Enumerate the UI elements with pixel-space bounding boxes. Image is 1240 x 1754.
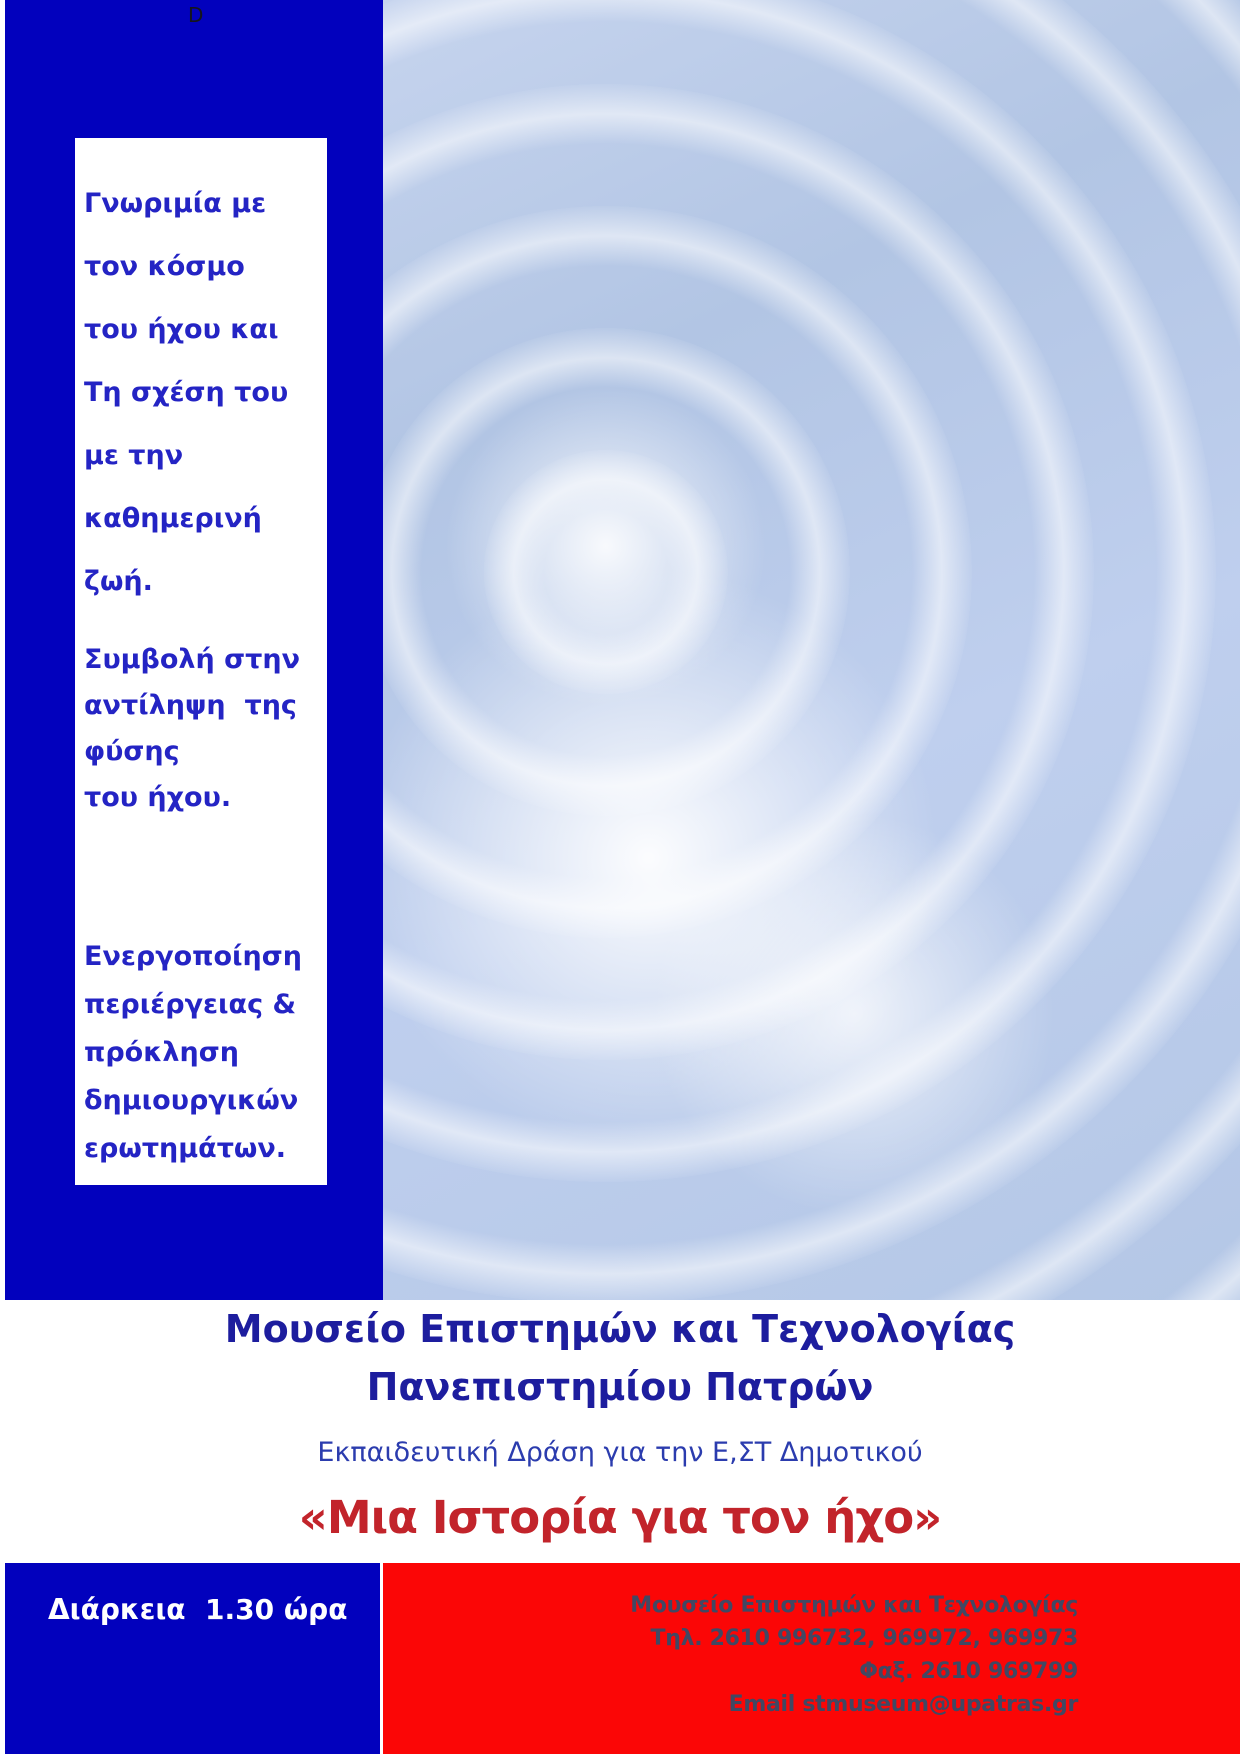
left-blue-panel xyxy=(5,0,383,1300)
water-ripple-image xyxy=(383,0,1240,1300)
objective-paragraph-3 xyxy=(84,933,321,1173)
objective-line: τον κόσμο xyxy=(84,251,245,282)
objective-line: ζωή. xyxy=(84,566,153,597)
objective-line: Γνωριμία με xyxy=(84,188,267,219)
event-title: «Μια Ιστορία για τον ήχο» xyxy=(298,1491,942,1544)
page-marker: D xyxy=(188,3,204,27)
contact-line: Email stmuseum@upatras.gr xyxy=(728,1692,1078,1717)
contact-line: Φαξ. 2610 969799 xyxy=(859,1659,1078,1684)
contact-line: Τηλ. 2610 996732, 969972, 969973 xyxy=(650,1626,1078,1651)
objective-paragraph-2 xyxy=(84,637,321,821)
objective-paragraph-1 xyxy=(84,172,321,613)
objective-line: φύσης xyxy=(84,736,180,767)
headings-band xyxy=(0,1300,1240,1544)
objective-line: πρόκληση xyxy=(84,1037,239,1068)
museum-title-line2: Πανεπιστημίου Πατρών xyxy=(366,1365,874,1409)
objective-line: του ήχου και xyxy=(84,314,279,345)
objective-line: Συμβολή στην xyxy=(84,644,300,675)
objective-line: Τη σχέση του xyxy=(84,377,289,408)
objective-line: με την xyxy=(84,440,184,471)
duration-box xyxy=(5,1563,380,1754)
objective-line: του ήχου. xyxy=(84,782,232,813)
objective-line: αντίληψη της xyxy=(84,690,297,721)
contact-lines xyxy=(630,1589,1078,1721)
duration-text: Διάρκεια 1.30 ώρα xyxy=(48,1593,348,1626)
objective-line: περιέργειας & xyxy=(84,989,297,1020)
program-subtitle: Εκπαιδευτική Δράση για την Ε,ΣΤ Δημοτικού xyxy=(317,1437,923,1468)
contact-line: Μουσείο Επιστημών και Τεχνολογίας xyxy=(630,1593,1078,1618)
objective-line: καθημερινή xyxy=(84,503,262,534)
objective-line: Ενεργοποίηση xyxy=(84,941,303,972)
objective-line: ερωτημάτων. xyxy=(84,1133,287,1164)
museum-title-line1: Μουσείο Επιστημών και Τεχνολογίας xyxy=(224,1307,1016,1351)
objective-line: δημιουργικών xyxy=(84,1085,299,1116)
contact-box xyxy=(383,1563,1240,1754)
objectives-panel xyxy=(75,138,327,1185)
